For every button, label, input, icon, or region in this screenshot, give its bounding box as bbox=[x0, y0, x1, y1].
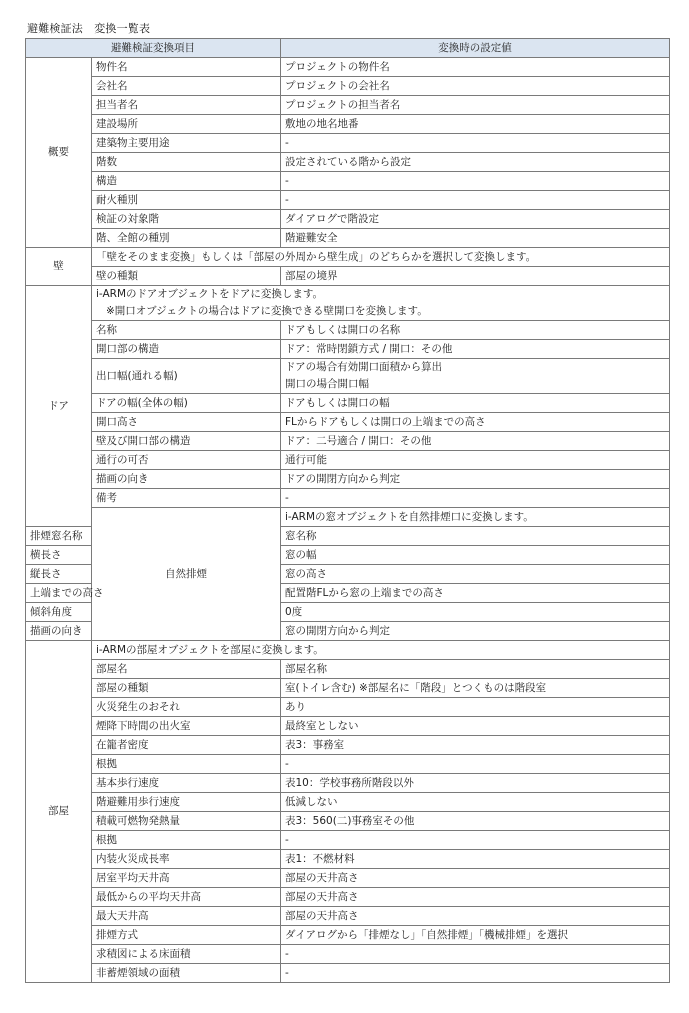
item-cell: 内装火災成長率 bbox=[92, 850, 281, 869]
conversion-table bbox=[25, 38, 670, 983]
value-cell: 階避難安全 bbox=[281, 229, 670, 248]
value-cell: 窓の高さ bbox=[281, 565, 670, 584]
table-row bbox=[26, 77, 670, 96]
value-cell: 最終室としない bbox=[281, 717, 670, 736]
item-cell: 構造 bbox=[92, 172, 281, 191]
item-cell: 根拠 bbox=[92, 755, 281, 774]
value-cell: ダイアログで階設定 bbox=[281, 210, 670, 229]
table-row bbox=[26, 229, 670, 248]
table-row bbox=[26, 508, 670, 527]
category-door: ドア bbox=[26, 286, 92, 527]
value-cell: - bbox=[281, 964, 670, 983]
item-cell: 部屋名 bbox=[92, 660, 281, 679]
table-row bbox=[26, 58, 670, 77]
item-cell: ドアの幅(全体の幅) bbox=[92, 394, 281, 413]
item-cell: 火災発生のおそれ bbox=[92, 698, 281, 717]
table-row bbox=[26, 660, 670, 679]
table-row bbox=[26, 926, 670, 945]
item-cell: 担当者名 bbox=[92, 96, 281, 115]
category-smoke: 自然排煙 bbox=[92, 508, 281, 641]
item-cell: 階避難用歩行速度 bbox=[92, 793, 281, 812]
item-cell: 基本歩行速度 bbox=[92, 774, 281, 793]
table-row bbox=[26, 793, 670, 812]
item-cell: 壁の種類 bbox=[92, 267, 281, 286]
value-cell: 表3：事務室 bbox=[281, 736, 670, 755]
item-cell: 最大天井高 bbox=[92, 907, 281, 926]
item-cell: 描画の向き bbox=[92, 470, 281, 489]
page-title: 避難検証法 変換一覧表 bbox=[27, 22, 151, 35]
value-cell: ダイアログから「排煙なし」「自然排煙」「機械排煙」を選択 bbox=[281, 926, 670, 945]
item-cell: 物件名 bbox=[92, 58, 281, 77]
value-line: ドアの場合有効開口面積から算出 bbox=[285, 361, 443, 373]
item-cell: 建築物主要用途 bbox=[92, 134, 281, 153]
table-row bbox=[26, 115, 670, 134]
item-cell: 開口部の構造 bbox=[92, 340, 281, 359]
value-cell: 窓名称 bbox=[281, 527, 670, 546]
item-cell: 耐火種別 bbox=[92, 191, 281, 210]
value-line: 開口の場合開口幅 bbox=[285, 378, 369, 390]
item-cell: 根拠 bbox=[92, 831, 281, 850]
value-cell: プロジェクトの物件名 bbox=[281, 58, 670, 77]
note-line: i-ARMのドアオブジェクトをドアに変換します。 bbox=[96, 288, 323, 300]
item-cell: 積載可燃物発熱量 bbox=[92, 812, 281, 831]
table-row bbox=[26, 340, 670, 359]
item-cell: 会社名 bbox=[92, 77, 281, 96]
table-row bbox=[26, 679, 670, 698]
table-row bbox=[26, 831, 670, 850]
value-cell: ドアもしくは開口の名称 bbox=[281, 321, 670, 340]
item-cell: 階、全館の種別 bbox=[92, 229, 281, 248]
table-row bbox=[26, 172, 670, 191]
value-cell: 低減しない bbox=[281, 793, 670, 812]
category-room: 部屋 bbox=[26, 641, 92, 983]
item-cell: 開口高さ bbox=[92, 413, 281, 432]
table-row bbox=[26, 413, 670, 432]
header-value: 変換時の設定値 bbox=[281, 39, 670, 58]
table-row bbox=[26, 774, 670, 793]
item-cell: 階数 bbox=[92, 153, 281, 172]
item-cell: 非蓄煙領域の面積 bbox=[92, 964, 281, 983]
value-cell: - bbox=[281, 831, 670, 850]
value-cell: 敷地の地名地番 bbox=[281, 115, 670, 134]
table-row bbox=[26, 432, 670, 451]
value-cell: 部屋の境界 bbox=[281, 267, 670, 286]
item-cell: 部屋の種類 bbox=[92, 679, 281, 698]
item-cell: 名称 bbox=[92, 321, 281, 340]
item-cell: 煙降下時間の出火室 bbox=[92, 717, 281, 736]
value-cell bbox=[281, 359, 670, 394]
value-cell: - bbox=[281, 755, 670, 774]
value-cell: FLからドアもしくは開口の上端までの高さ bbox=[281, 413, 670, 432]
value-cell: 部屋の天井高さ bbox=[281, 888, 670, 907]
section-note: i-ARMの部屋オブジェクトを部屋に変換します。 bbox=[92, 641, 670, 660]
table-header-row bbox=[26, 39, 670, 58]
table-row bbox=[26, 286, 670, 321]
table-row bbox=[26, 755, 670, 774]
item-cell: 横長さ bbox=[26, 546, 92, 565]
item-cell: 検証の対象階 bbox=[92, 210, 281, 229]
item-cell: 傾斜角度 bbox=[26, 603, 92, 622]
table-row bbox=[26, 321, 670, 340]
value-cell: 窓の開閉方向から判定 bbox=[281, 622, 670, 641]
table-row bbox=[26, 394, 670, 413]
value-cell: 設定されている階から設定 bbox=[281, 153, 670, 172]
value-cell: - bbox=[281, 134, 670, 153]
item-cell: 排煙方式 bbox=[92, 926, 281, 945]
note-line: ※開口オブジェクトの場合はドアに変換できる壁開口を変換します。 bbox=[106, 305, 428, 317]
item-cell: 求積図による床面積 bbox=[92, 945, 281, 964]
header-item: 避難検証変換項目 bbox=[26, 39, 281, 58]
table-row bbox=[26, 641, 670, 660]
value-cell: - bbox=[281, 191, 670, 210]
category-wall: 壁 bbox=[26, 248, 92, 286]
value-cell: ドアもしくは開口の幅 bbox=[281, 394, 670, 413]
table-row bbox=[26, 96, 670, 115]
table-row bbox=[26, 850, 670, 869]
value-cell: ドア：常時閉鎖方式 / 開口：その他 bbox=[281, 340, 670, 359]
section-note: 「壁をそのまま変換」もしくは「部屋の外周から壁生成」のどちらかを選択して変換します。 bbox=[92, 248, 670, 267]
table-row bbox=[26, 907, 670, 926]
section-note: i-ARMの窓オブジェクトを自然排煙口に変換します。 bbox=[281, 508, 670, 527]
value-cell: 部屋の天井高さ bbox=[281, 907, 670, 926]
table-row bbox=[26, 736, 670, 755]
item-cell: 縦長さ bbox=[26, 565, 92, 584]
item-cell: 在籠者密度 bbox=[92, 736, 281, 755]
item-cell: 壁及び開口部の構造 bbox=[92, 432, 281, 451]
item-cell: 排煙窓名称 bbox=[26, 527, 92, 546]
value-cell: 表10：学校事務所階段以外 bbox=[281, 774, 670, 793]
value-cell: ドアの開閉方向から判定 bbox=[281, 470, 670, 489]
table-row bbox=[26, 153, 670, 172]
table-row bbox=[26, 869, 670, 888]
category-overview: 概要 bbox=[26, 58, 92, 248]
table-row bbox=[26, 210, 670, 229]
item-cell: 通行の可否 bbox=[92, 451, 281, 470]
item-cell: 建設場所 bbox=[92, 115, 281, 134]
value-cell: プロジェクトの担当者名 bbox=[281, 96, 670, 115]
value-cell: プロジェクトの会社名 bbox=[281, 77, 670, 96]
table-row bbox=[26, 359, 670, 394]
value-cell: 室(トイレ含む) ※部屋名に「階段」とつくものは階段室 bbox=[281, 679, 670, 698]
table-row bbox=[26, 812, 670, 831]
table-row bbox=[26, 698, 670, 717]
value-cell: 配置階FLから窓の上端までの高さ bbox=[281, 584, 670, 603]
item-cell: 最低からの平均天井高 bbox=[92, 888, 281, 907]
item-cell: 出口幅(通れる幅) bbox=[92, 359, 281, 394]
table-row bbox=[26, 888, 670, 907]
table-row bbox=[26, 134, 670, 153]
value-cell: 窓の幅 bbox=[281, 546, 670, 565]
table-row bbox=[26, 964, 670, 983]
value-cell: 0度 bbox=[281, 603, 670, 622]
value-cell: 表1：不燃材料 bbox=[281, 850, 670, 869]
value-cell: 表3：560(二)事務室その他 bbox=[281, 812, 670, 831]
value-cell: 部屋名称 bbox=[281, 660, 670, 679]
value-cell: 通行可能 bbox=[281, 451, 670, 470]
table-row bbox=[26, 717, 670, 736]
value-cell: - bbox=[281, 489, 670, 508]
value-cell: - bbox=[281, 172, 670, 191]
table-row bbox=[26, 191, 670, 210]
table-row bbox=[26, 470, 670, 489]
item-cell: 描画の向き bbox=[26, 622, 92, 641]
item-cell: 備考 bbox=[92, 489, 281, 508]
section-note bbox=[92, 286, 670, 321]
value-cell: あり bbox=[281, 698, 670, 717]
table-row bbox=[26, 489, 670, 508]
table-row bbox=[26, 267, 670, 286]
value-cell: 部屋の天井高さ bbox=[281, 869, 670, 888]
table-row bbox=[26, 451, 670, 470]
item-cell: 上端までの高さ bbox=[26, 584, 92, 603]
value-cell: ドア：二号適合 / 開口：その他 bbox=[281, 432, 670, 451]
item-cell: 居室平均天井高 bbox=[92, 869, 281, 888]
table-row bbox=[26, 945, 670, 964]
value-cell: - bbox=[281, 945, 670, 964]
table-row bbox=[26, 248, 670, 267]
